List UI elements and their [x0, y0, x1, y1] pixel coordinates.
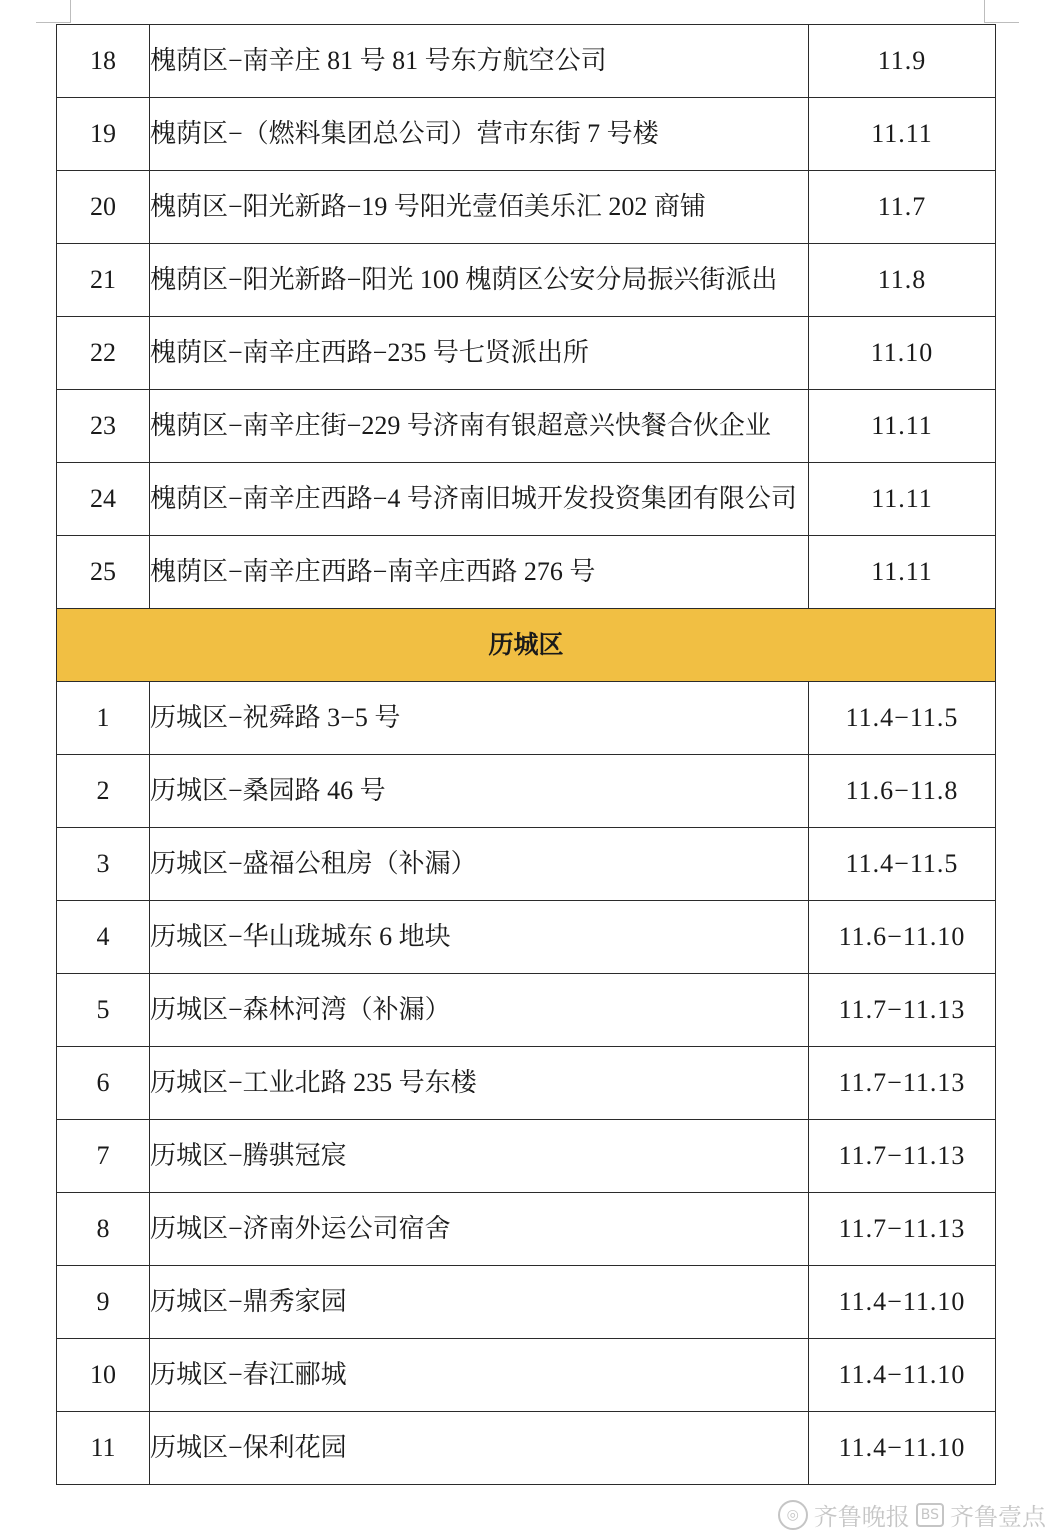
table-row: [57, 98, 996, 171]
watermark: [778, 1497, 1046, 1532]
row-date: 11.4−11.5: [809, 682, 996, 755]
row-date: 11.4−11.10: [809, 1339, 996, 1412]
row-number: 2: [57, 755, 150, 828]
row-address: 历城区−腾骐冠宸: [150, 1120, 809, 1193]
table-row: [57, 682, 996, 755]
table-row: [57, 1339, 996, 1412]
row-number: 19: [57, 98, 150, 171]
watermark-brand: 齐鲁壹点: [950, 1503, 1046, 1531]
row-number: 25: [57, 536, 150, 609]
row-date: 11.7−11.13: [809, 1193, 996, 1266]
row-number: 18: [57, 25, 150, 98]
row-date: 11.4−11.10: [809, 1266, 996, 1339]
table-row: [57, 1266, 996, 1339]
row-address: 槐荫区−南辛庄街−229 号济南有银超意兴快餐合伙企业: [150, 390, 809, 463]
table-row: [57, 317, 996, 390]
table-row: [57, 1120, 996, 1193]
row-address: 槐荫区−南辛庄西路−南辛庄西路 276 号: [150, 536, 809, 609]
watermark-box-icon: BS: [916, 1503, 944, 1527]
table-row: [57, 755, 996, 828]
row-number: 11: [57, 1412, 150, 1485]
row-number: 4: [57, 901, 150, 974]
row-number: 24: [57, 463, 150, 536]
row-address: 历城区−保利花园: [150, 1412, 809, 1485]
row-date: 11.7−11.13: [809, 1120, 996, 1193]
page-corner-marker-left: [36, 0, 71, 23]
row-address: 槐荫区−南辛庄 81 号 81 号东方航空公司: [150, 25, 809, 98]
row-number: 7: [57, 1120, 150, 1193]
row-address: 历城区−工业北路 235 号东楼: [150, 1047, 809, 1120]
row-date: 11.7: [809, 171, 996, 244]
row-address: 历城区−华山珑城东 6 地块: [150, 901, 809, 974]
table-row: [57, 1047, 996, 1120]
row-date: 11.11: [809, 390, 996, 463]
section-header-row: [57, 609, 996, 682]
row-address: 历城区−森林河湾（补漏）: [150, 974, 809, 1047]
row-address: 槐荫区−阳光新路−阳光 100 槐荫区公安分局振兴街派出: [150, 244, 809, 317]
row-date: 11.4−11.5: [809, 828, 996, 901]
row-date: 11.7−11.13: [809, 974, 996, 1047]
row-date: 11.11: [809, 463, 996, 536]
row-number: 3: [57, 828, 150, 901]
row-date: 11.9: [809, 25, 996, 98]
row-date: 11.6−11.10: [809, 901, 996, 974]
row-date: 11.6−11.8: [809, 755, 996, 828]
page-corner-marker-right: [984, 0, 1019, 23]
table-row: [57, 828, 996, 901]
row-address: 历城区−祝舜路 3−5 号: [150, 682, 809, 755]
row-address: 历城区−济南外运公司宿舍: [150, 1193, 809, 1266]
row-number: 10: [57, 1339, 150, 1412]
row-number: 5: [57, 974, 150, 1047]
location-schedule-table: [56, 24, 996, 1485]
table-row: [57, 463, 996, 536]
row-address: 槐荫区−南辛庄西路−4 号济南旧城开发投资集团有限公司: [150, 463, 809, 536]
row-number: 1: [57, 682, 150, 755]
row-date: 11.11: [809, 98, 996, 171]
table-row: [57, 25, 996, 98]
section-title: 历城区: [57, 609, 996, 682]
watermark-logo-icon: ◎: [778, 1500, 808, 1530]
row-date: 11.11: [809, 536, 996, 609]
row-date: 11.7−11.13: [809, 1047, 996, 1120]
row-date: 11.4−11.10: [809, 1412, 996, 1485]
row-address: 历城区−盛福公租房（补漏）: [150, 828, 809, 901]
row-address: 槐荫区−南辛庄西路−235 号七贤派出所: [150, 317, 809, 390]
table-row: [57, 171, 996, 244]
row-date: 11.10: [809, 317, 996, 390]
row-address: 历城区−春江郦城: [150, 1339, 809, 1412]
table-row: [57, 974, 996, 1047]
table-row: [57, 1412, 996, 1485]
row-number: 20: [57, 171, 150, 244]
row-number: 23: [57, 390, 150, 463]
watermark-text: 齐鲁晚报: [813, 1503, 910, 1531]
row-address: 历城区−鼎秀家园: [150, 1266, 809, 1339]
table-row: [57, 390, 996, 463]
row-date: 11.8: [809, 244, 996, 317]
row-address: 槐荫区−阳光新路−19 号阳光壹佰美乐汇 202 商铺: [150, 171, 809, 244]
row-number: 9: [57, 1266, 150, 1339]
table-row: [57, 244, 996, 317]
table-row: [57, 1193, 996, 1266]
row-number: 22: [57, 317, 150, 390]
row-address: 历城区−桑园路 46 号: [150, 755, 809, 828]
row-number: 6: [57, 1047, 150, 1120]
table-row: [57, 901, 996, 974]
row-number: 8: [57, 1193, 150, 1266]
row-address: 槐荫区−（燃料集团总公司）营市东街 7 号楼: [150, 98, 809, 171]
row-number: 21: [57, 244, 150, 317]
table-row: [57, 536, 996, 609]
